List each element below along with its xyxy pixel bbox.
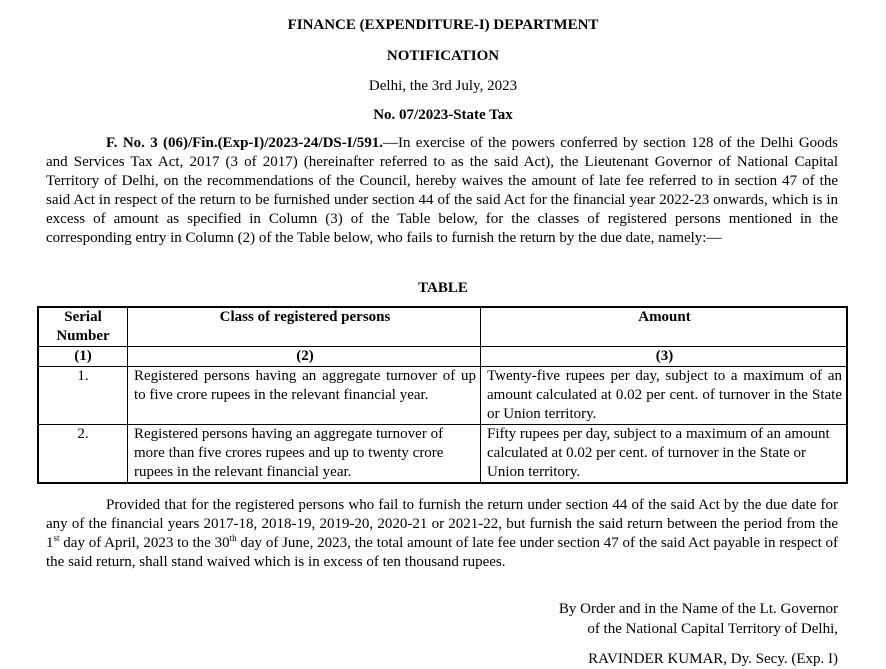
main-paragraph (46, 134, 838, 248)
late-fee-table (37, 306, 848, 484)
proviso-text-3: day of June, 2023, the total amount of late fee under section 47 of the said Act payable in respect of the said return, shall stand waived which is in excess of ten thousand rupees. (46, 535, 839, 570)
signature-line-1: By Order and in the Name of the Lt. Governor (558, 601, 838, 617)
main-paragraph-text: —In exercise of the powers conferred by section 128 of the Delhi Goods and Services Tax Act, 2017 (3 of 2017) (hereinafter referred to as the said Act), the Lieutenant Governor of National Capital Territory of Delhi, on the recommendations of the Council, hereby waives the amount of late fee referred to in section 47 of the said Act in respect of the return to be furnished under section 44 of the said Act for the financial year 2022-23 onwards, which is in excess of amount as specified in Column (3) of the Table below, for the classes of registered persons mentioned in the corresponding entry in Column (2) of the Table below, who fails to furnish the return by the due date, namely:— (46, 135, 839, 246)
column-number-1: (1) (38, 347, 128, 367)
ordinal-suffix-st: st (53, 533, 60, 543)
row-amount: Fifty rupees per day, subject to a maximum of an amount calculated at 0.02 per cent. of turnover in the State or Union territory. (481, 425, 848, 484)
department-heading: FINANCE (EXPENDITURE-I) DEPARTMENT (287, 17, 599, 33)
dateline: Delhi, the 3rd July, 2023 (368, 78, 518, 94)
file-number: F. No. 3 (06)/Fin.(Exp-I)/2023-24/DS-I/591. (106, 135, 383, 151)
column-number-3: (3) (481, 347, 848, 367)
table-row (38, 425, 847, 484)
table-header-row (38, 307, 847, 347)
row-serial: 2. (38, 425, 128, 484)
header-serial-number: Serial Number (38, 307, 128, 347)
proviso-paragraph (46, 496, 838, 572)
ordinal-suffix-th: th (229, 533, 237, 543)
row-class: Registered persons having an aggregate turnover of more than five crores rupees and up to twenty crore rupees in the relevant financial year. (128, 425, 481, 484)
table-row (38, 367, 847, 425)
header-class: Class of registered persons (128, 307, 481, 347)
row-class: Registered persons having an aggregate turnover of up to five crore rupees in the relevant financial year. (128, 367, 481, 425)
row-serial: 1. (38, 367, 128, 425)
notification-number: No. 07/2023-State Tax (373, 107, 513, 123)
column-number-2: (2) (128, 347, 481, 367)
table-title: TABLE (418, 280, 468, 296)
table-column-number-row (38, 347, 847, 367)
notification-heading: NOTIFICATION (386, 48, 500, 64)
signatory-name: RAVINDER KUMAR, Dy. Secy. (Exp. I) (588, 651, 838, 667)
proviso-text-2: day of April, 2023 to the 30 (59, 535, 230, 551)
proviso-text-1: Provided that for the registered persons who fail to furnish the return under section 44 of the said Act by the due date for any of the financial years 2017-18, 2018-19, 2019-20, 2020-21 or 2021-22, but furnish the said return between the period from the 1 (46, 497, 838, 551)
header-amount: Amount (481, 307, 848, 347)
row-amount: Twenty-five rupees per day, subject to a maximum of an amount calculated at 0.02 per cent. of turnover in the State or Union territory. (481, 367, 848, 425)
signature-line-2: of the National Capital Territory of Delhi, (587, 621, 838, 637)
